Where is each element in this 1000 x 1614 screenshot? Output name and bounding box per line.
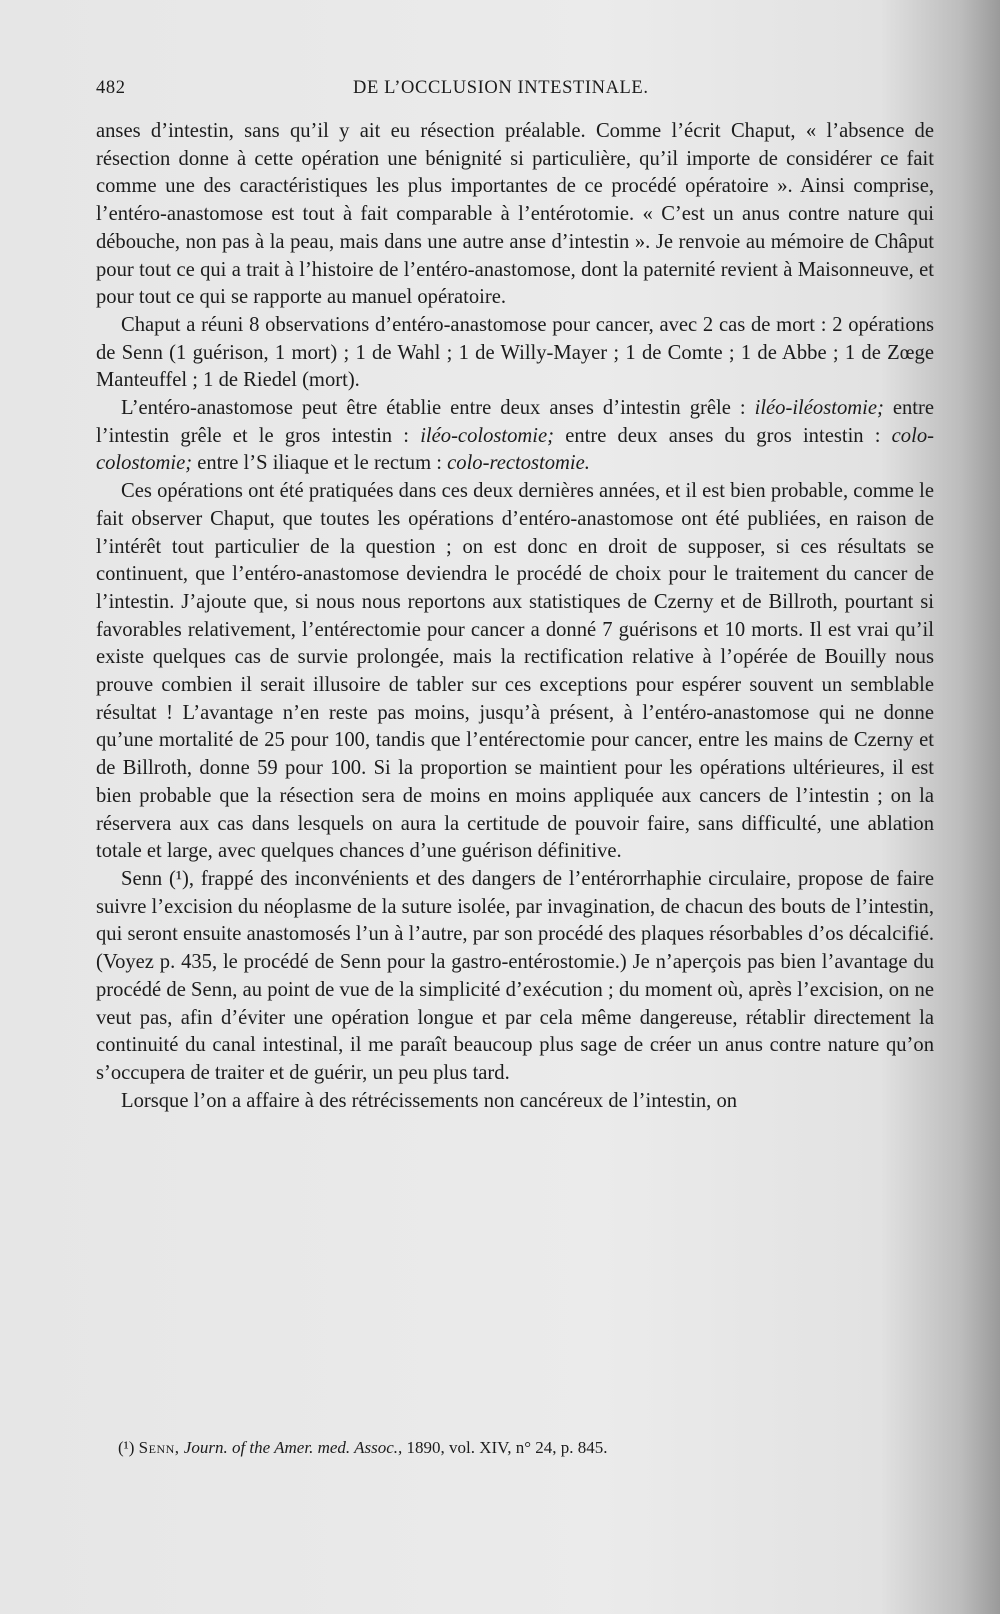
page-header (96, 78, 936, 108)
body-text (96, 118, 934, 1115)
ileo-mid-1: entre l’intestin grêle et le gros intestin : (96, 397, 934, 447)
paragraph-2: Chaput a réuni 8 observations d’entéro-anastomose pour cancer, avec 2 cas de mort : 2 opérations de Senn (1 guérison, 1 mort) ; 1 de Wahl ; 1 de Willy-Mayer ; 1 de Comte ; 1 de Abbe ; 1 de Zœge Manteuffel ; 1 de Riedel (mort). (96, 313, 934, 392)
ileo-mid-2: entre deux anses du gros intestin : (554, 424, 892, 447)
senn-name: Senn (121, 867, 163, 890)
term-ileo-ileostomie: iléo-iléostomie; (754, 397, 884, 420)
running-title: DE L’OCCLUSION INTESTINALE. (353, 78, 649, 98)
term-colo-colostomie: colo-colostomie; (96, 424, 934, 475)
term-colo-rectostomie: colo-rectostomie. (447, 452, 590, 475)
paragraph-6: Lorsque l’on a affaire à des rétrécissements non cancéreux de l’intestin, on (121, 1089, 738, 1112)
page-number: 482 (96, 78, 126, 98)
paragraph-1: anses d’intestin, sans qu’il y ait eu résection préalable. Comme l’écrit Chaput, « l’absence de résection donne à cette opération une bénignité si particulière, qu’il importe de considérer ce fait comme une des caractéristiques les plus importantes de ce procédé opératoire ». Ainsi comprise, l’entéro-anastomose est tout à fait comparable à l’entérotomie. « C’est un anus contre nature qui débouche, non pas à la peau, mais dans une autre anse d’intestin ». Je renvoie au mémoire de Châput pour tout ce qui a trait à l’histoire de l’entéro-anastomose, dont la paternité revient à Maisonneuve, et pour tout ce qui se rapporte au manuel opératoire. (96, 120, 934, 309)
paragraph-3 (96, 395, 934, 478)
footnote-reference: (¹), (169, 867, 195, 890)
footnote-journal: Journ. of the Amer. med. Assoc., (183, 1438, 403, 1457)
paragraph-5-text: frappé des inconvénients et des dangers de l’entérorrhaphie circulaire, propose de faire suivre l’excision du néoplasme de la suture isolée, par invagination, de chacun des bouts de l’intestin, qui seront ensuite anastomosés l’un à l’autre, par son procédé des plaques résorbables d’os décalcifié. (Voyez p. 435, le procédé de Senn pour la gastro-entérostomie.) Je n’aperçois pas bien l’avantage du procédé de Senn, au point de vue de la simplicité d’exécution ; du moment où, après l’excision, on ne veut pas, afin d’éviter une opération longue et par cela même dangereuse, rétablir directement la continuité du canal intestinal, il me paraît beaucoup plus sage de créer un anus contre nature qu’on s’occupera de traiter et de guérir, un peu plus tard. (96, 867, 934, 1084)
ileo-mid-3: entre l’S iliaque et le rectum : (192, 452, 448, 475)
paragraph-5 (96, 866, 934, 1088)
footnote (118, 1437, 918, 1459)
ileo-lead: L’entéro-anastomose peut être établie entre deux anses d’intestin grêle : (121, 397, 755, 420)
paragraph-4: Ces opérations ont été pratiquées dans ces deux dernières années, et il est bien probable, comme le fait observer Chaput, que toutes les opérations d’entéro-anastomose ont été publiées, en raison de l’intérêt tout particulier de la question ; on est donc en droit de supposer, si ces résultats se continuent, que l’entéro-anastomose deviendra le procédé de choix pour le traitement du cancer de l’intestin. J’ajoute que, si nous nous reportons aux statistiques de Czerny et de Billroth, pourtant si favorables relativement, l’entérectomie pour cancer a donné 7 guérisons et 10 morts. Il est vrai qu’il existe quelques cas de survie prolongée, mais la rectification relative à l’opérée de Bouilly nous prouve combien il serait illusoire de tabler sur ces exceptions pour espérer souvent un semblable résultat ! L’avantage n’en reste pas moins, jusqu’à présent, à l’entéro-anastomose qui ne donne qu’une mortalité de 25 pour 100, tandis que l’entérectomie pour cancer, entre les mains de Czerny et de Billroth, donne 59 pour 100. Si la proportion se maintient pour les opérations ultérieures, il est bien probable que la résection sera de moins en moins appliquée aux cancers de l’intestin ; on la réservera aux cas dans lesquels on aura la certitude de pouvoir faire, sans difficulté, une ablation totale et large, avec quelques chances d’une guérison définitive. (96, 480, 934, 863)
footnote-marker: (¹) (118, 1438, 135, 1457)
footnote-details: 1890, vol. XIV, n° 24, p. 845. (406, 1438, 608, 1457)
term-ileo-colostomie: iléo-colostomie; (420, 424, 555, 447)
footnote-author: Senn, (138, 1438, 180, 1457)
